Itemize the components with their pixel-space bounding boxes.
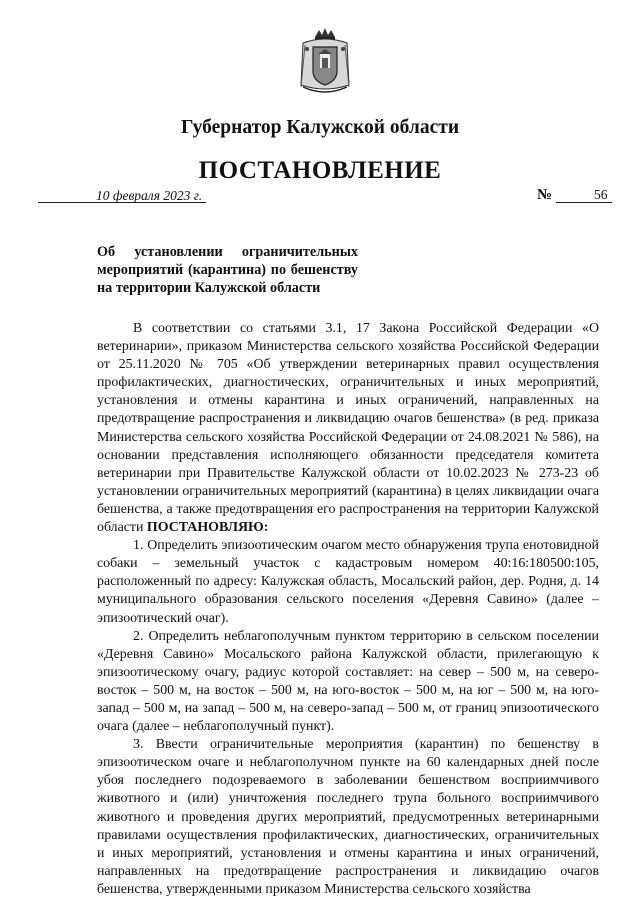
preamble-paragraph (97, 320, 599, 537)
document-subject: Об установлении ограничительных мероприятий (карантина) по бешенству на территории Калужской области (97, 244, 358, 296)
document-number: 56 (594, 187, 608, 202)
preamble-text: В соответствии со статьями 3.1, 17 Закона Российской Федерации «О ветеринарии», приказом Министерства сельского хозяйства Российской Федерации от 25.11.2020 № 705 «Об утверждении ветеринарных правил осуществления профилактических, диагностических, ограничительных и иных мероприятий, установления и отмены карантина и иных ограничений, направленных на предотвращение распространения и ликвидацию очагов бешенства» (в ред. приказа Министерства сельского хозяйства Российской Федерации от 24.08.2021 № 586), на основании представления исполняющего обязанности председателя комитета ветеринарии при Правительстве Калужской области от 10.02.2023 № 273-23 об установлении ограничительных мероприятий (карантина) в целях ликвидации очага бешенства, а также предотвращения его распространения на территории Калужской области (97, 321, 599, 536)
coat-of-arms-icon (297, 27, 353, 97)
document-date: 10 февраля 2023 г. (96, 188, 203, 203)
item-2-paragraph: 2. Определить неблагополучным пунктом территорию в сельском поселении «Деревня Савино» Мосальского района Калужской области, прилегающую к эпизоотическому очагу, радиус которой составляет: на север – 500 м, на северо-восток – 500 м, на восток – 500 м, на юго-восток – 500 м, на юг – 500 м, на юго-запад – 500 м, на запад – 500 м, на северо-запад – 500 м, от границ эпизоотического очага (далее – неблагополучный пункт). (97, 628, 599, 735)
number-sign: № (537, 187, 553, 203)
item-1-paragraph: 1. Определить эпизоотическим очагом место обнаружения трупа енотовидной собаки – земельный участок с кадастровым номером 40:16:180500:105, расположенный по адресу: Калужская область, Мосальский район, дер. Родня, д. 14 муниципального образования сельского поселения «Деревня Савино» (далее – эпизоотический очаг). (97, 538, 599, 626)
document-body (97, 320, 599, 899)
issuing-authority: Губернатор Калужской области (180, 117, 460, 138)
document-type: ПОСТАНОВЛЕНИЕ (198, 157, 442, 184)
item-3-paragraph: 3. Ввести ограничительные мероприятия (карантин) по бешенству в эпизоотическом очаге и неблагополучном пункте на 60 календарных дней после убоя последнего подозреваемого в заболевании бешенством восприимчивого животного и (или) уничтожения последнего трупа больного восприимчивого животного и проведения других мероприятий, предусмотренных ветеринарными правилами осуществления профилактических, диагностических, ограничительных и иных мероприятий, установления и отмены карантина и иных ограничений, направленных на предотвращение распространения и ликвидацию очагов бешенства, утвержденными приказом Министерства сельского хозяйства (97, 737, 599, 897)
decree-word: ПОСТАНОВЛЯЮ: (146, 520, 269, 536)
